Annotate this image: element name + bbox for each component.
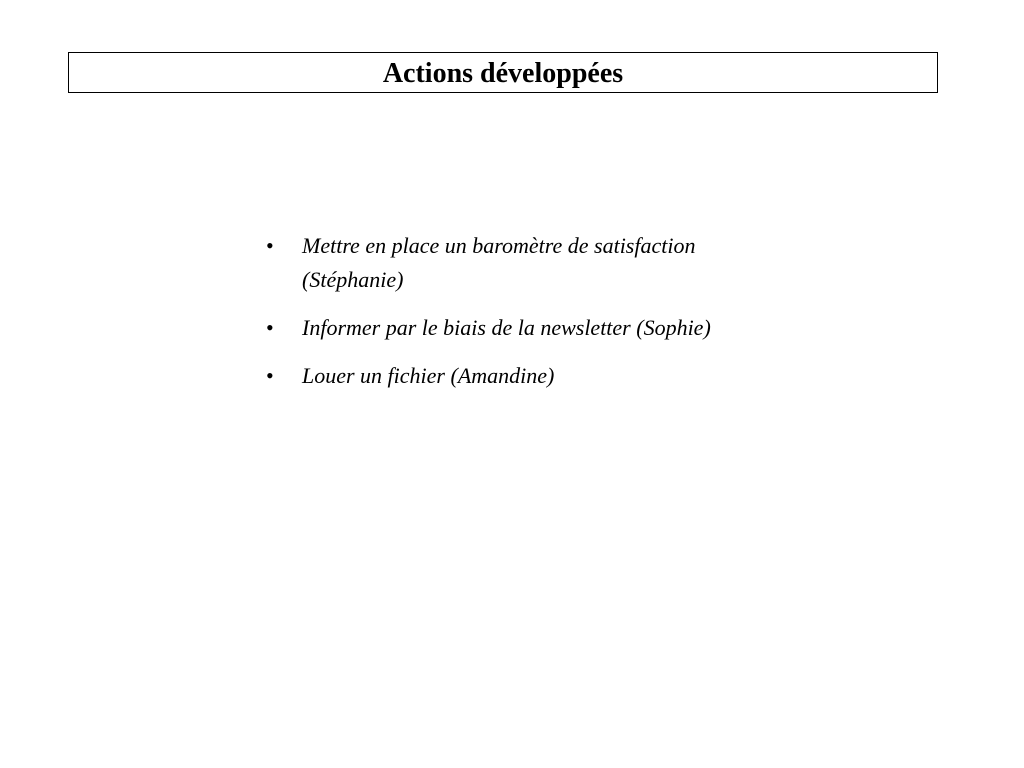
list-item-text <box>302 359 862 393</box>
slide-title-box <box>68 52 938 93</box>
bullet-list <box>262 229 862 393</box>
bullet-icon: • <box>266 233 274 258</box>
list-item-text <box>302 311 862 345</box>
list-item-barometre <box>262 229 862 297</box>
slide-title: Actions développées <box>382 57 624 89</box>
list-item-line: (Stéphanie) <box>302 267 404 292</box>
list-item-line: Mettre en place un baromètre de satisfaction <box>302 233 696 258</box>
list-item-line: Louer un fichier (Amandine) <box>302 363 555 388</box>
list-item-newsletter <box>262 311 862 345</box>
list-item-line: Informer par le biais de la newsletter (Sophie) <box>302 315 711 340</box>
bullet-icon: • <box>266 315 274 340</box>
bullet-icon: • <box>266 363 274 388</box>
list-item-fichier <box>262 359 862 393</box>
list-item-text <box>302 229 862 297</box>
